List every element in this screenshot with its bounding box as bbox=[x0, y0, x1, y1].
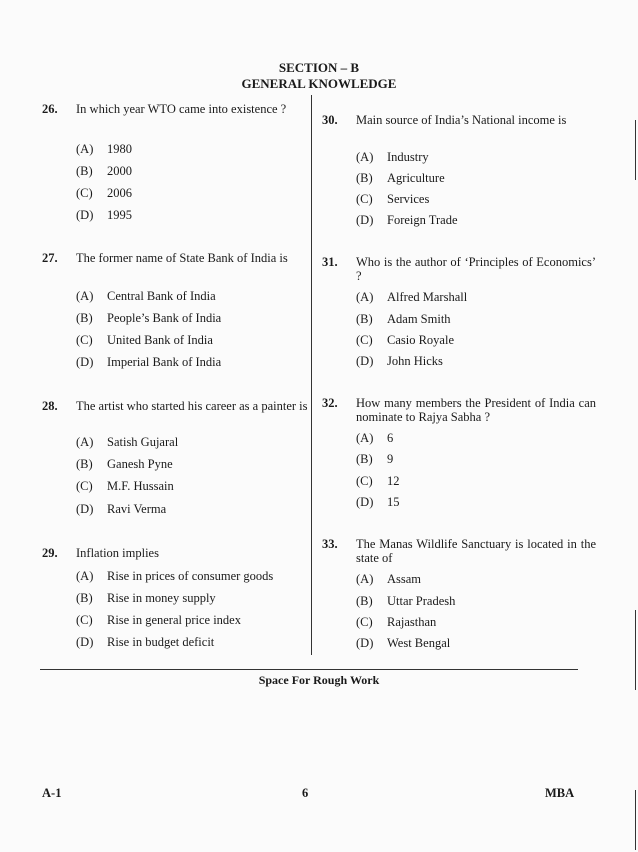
subject-label: MBA bbox=[545, 786, 575, 800]
option-text: Assam bbox=[387, 572, 422, 586]
option-b bbox=[76, 591, 216, 605]
option-text: Industry bbox=[387, 150, 429, 164]
scan-edge-mark bbox=[635, 790, 636, 850]
option-c bbox=[356, 615, 436, 629]
option-b bbox=[356, 171, 445, 185]
option-a bbox=[76, 435, 178, 449]
option-d bbox=[356, 636, 450, 650]
rough-work-label: Space For Rough Work bbox=[258, 673, 380, 687]
option-b bbox=[76, 164, 132, 178]
option-a bbox=[76, 289, 216, 303]
section-title: SECTION – B bbox=[278, 60, 360, 75]
option-label: (C) bbox=[356, 615, 373, 629]
option-a bbox=[356, 431, 393, 445]
question-33 bbox=[322, 537, 602, 667]
option-text: 15 bbox=[387, 495, 400, 509]
option-c bbox=[76, 186, 132, 200]
option-text: Ganesh Pyne bbox=[107, 457, 173, 471]
booklet-code: A-1 bbox=[42, 786, 62, 800]
option-label: (D) bbox=[356, 636, 374, 650]
option-text: United Bank of India bbox=[107, 333, 213, 347]
option-label: (B) bbox=[356, 312, 373, 326]
question-28 bbox=[42, 399, 332, 529]
option-text: Alfred Marshall bbox=[387, 290, 468, 304]
option-b bbox=[76, 311, 221, 325]
option-label: (C) bbox=[76, 479, 93, 493]
option-label: (A) bbox=[76, 289, 94, 303]
question-text: How many members the President of India can nominate to Rajya Sabha ? bbox=[356, 396, 596, 424]
question-32 bbox=[322, 396, 602, 526]
option-label: (D) bbox=[76, 208, 94, 222]
option-text: Casio Royale bbox=[387, 333, 455, 347]
option-text: Uttar Pradesh bbox=[387, 594, 456, 608]
option-d bbox=[76, 502, 166, 516]
option-label: (D) bbox=[356, 354, 374, 368]
question-27 bbox=[42, 251, 332, 381]
option-label: (D) bbox=[76, 355, 94, 369]
question-text: In which year WTO came into existence ? bbox=[76, 102, 287, 116]
question-31 bbox=[322, 255, 602, 385]
option-c bbox=[76, 479, 174, 493]
question-text: The former name of State Bank of India is bbox=[76, 251, 288, 265]
option-label: (C) bbox=[76, 613, 93, 627]
section-subtitle: GENERAL KNOWLEDGE bbox=[241, 76, 397, 91]
question-30 bbox=[322, 113, 602, 243]
option-a bbox=[356, 290, 467, 304]
option-label: (A) bbox=[76, 569, 94, 583]
question-text: Main source of India’s National income is bbox=[356, 113, 567, 127]
option-text: Rise in prices of consumer goods bbox=[107, 569, 274, 583]
option-c bbox=[356, 474, 400, 488]
option-label: (D) bbox=[356, 213, 374, 227]
option-text: 1995 bbox=[107, 208, 132, 222]
option-label: (B) bbox=[356, 452, 373, 466]
option-label: (D) bbox=[76, 502, 94, 516]
option-label: (B) bbox=[76, 591, 93, 605]
scan-edge-mark bbox=[635, 120, 636, 180]
option-label: (C) bbox=[76, 186, 93, 200]
option-text: 2000 bbox=[107, 164, 132, 178]
option-label: (A) bbox=[76, 142, 94, 156]
option-text: 12 bbox=[387, 474, 400, 488]
option-text: Rise in general price index bbox=[107, 613, 241, 627]
question-number: 30. bbox=[322, 113, 338, 127]
option-c bbox=[356, 192, 429, 206]
option-label: (B) bbox=[356, 594, 373, 608]
option-c bbox=[76, 333, 213, 347]
question-number: 27. bbox=[42, 251, 58, 265]
option-text: Imperial Bank of India bbox=[107, 355, 222, 369]
option-text: West Bengal bbox=[387, 636, 451, 650]
question-text: The artist who started his career as a painter is bbox=[76, 399, 308, 413]
question-text: The Manas Wildlife Sanctuary is located in the state of bbox=[356, 537, 596, 565]
option-text: Rajasthan bbox=[387, 615, 437, 629]
option-text: Adam Smith bbox=[387, 312, 451, 326]
option-text: M.F. Hussain bbox=[107, 479, 174, 493]
question-number: 28. bbox=[42, 399, 58, 413]
option-label: (C) bbox=[356, 192, 373, 206]
option-c bbox=[76, 613, 241, 627]
option-d bbox=[76, 355, 221, 369]
question-number: 32. bbox=[322, 396, 338, 410]
option-label: (D) bbox=[356, 495, 374, 509]
option-label: (A) bbox=[356, 431, 374, 445]
option-text: 6 bbox=[387, 431, 394, 445]
option-a bbox=[76, 142, 132, 156]
option-label: (C) bbox=[356, 333, 373, 347]
option-b bbox=[356, 312, 451, 326]
option-text: People’s Bank of India bbox=[107, 311, 222, 325]
option-b bbox=[356, 452, 393, 466]
option-label: (B) bbox=[76, 311, 93, 325]
scan-edge-mark bbox=[635, 610, 636, 690]
option-text: Services bbox=[387, 192, 430, 206]
option-label: (A) bbox=[356, 290, 374, 304]
option-text: Ravi Verma bbox=[107, 502, 167, 516]
question-number: 26. bbox=[42, 102, 58, 116]
question-number: 33. bbox=[322, 537, 338, 551]
option-label: (B) bbox=[356, 171, 373, 185]
option-c bbox=[356, 333, 454, 347]
option-text: Rise in budget deficit bbox=[107, 635, 215, 649]
option-label: (B) bbox=[76, 164, 93, 178]
option-label: (A) bbox=[76, 435, 94, 449]
option-d bbox=[76, 208, 132, 222]
question-number: 29. bbox=[42, 546, 58, 560]
option-d bbox=[356, 213, 458, 227]
horizontal-rule bbox=[40, 669, 578, 670]
page-number: 6 bbox=[302, 786, 309, 800]
option-d bbox=[356, 354, 443, 368]
option-text: Central Bank of India bbox=[107, 289, 216, 303]
option-b bbox=[356, 594, 455, 608]
option-label: (A) bbox=[356, 150, 374, 164]
option-label: (D) bbox=[76, 635, 94, 649]
question-29 bbox=[42, 546, 332, 676]
option-b bbox=[76, 457, 173, 471]
option-text: 1980 bbox=[107, 142, 132, 156]
option-text: 9 bbox=[387, 452, 394, 466]
question-number: 31. bbox=[322, 255, 338, 269]
option-a bbox=[356, 150, 429, 164]
option-label: (C) bbox=[356, 474, 373, 488]
option-text: John Hicks bbox=[387, 354, 443, 368]
option-label: (B) bbox=[76, 457, 93, 471]
option-text: 2006 bbox=[107, 186, 132, 200]
option-label: (C) bbox=[76, 333, 93, 347]
option-text: Agriculture bbox=[387, 171, 445, 185]
question-text: Inflation implies bbox=[76, 546, 159, 560]
option-text: Satish Gujaral bbox=[107, 435, 179, 449]
question-text: Who is the author of ‘Principles of Economics’ ? bbox=[356, 255, 596, 283]
option-text: Rise in money supply bbox=[107, 591, 216, 605]
option-a bbox=[76, 569, 273, 583]
option-text: Foreign Trade bbox=[387, 213, 458, 227]
question-26 bbox=[42, 102, 332, 232]
option-d bbox=[76, 635, 214, 649]
option-label: (A) bbox=[356, 572, 374, 586]
option-d bbox=[356, 495, 400, 509]
option-a bbox=[356, 572, 421, 586]
